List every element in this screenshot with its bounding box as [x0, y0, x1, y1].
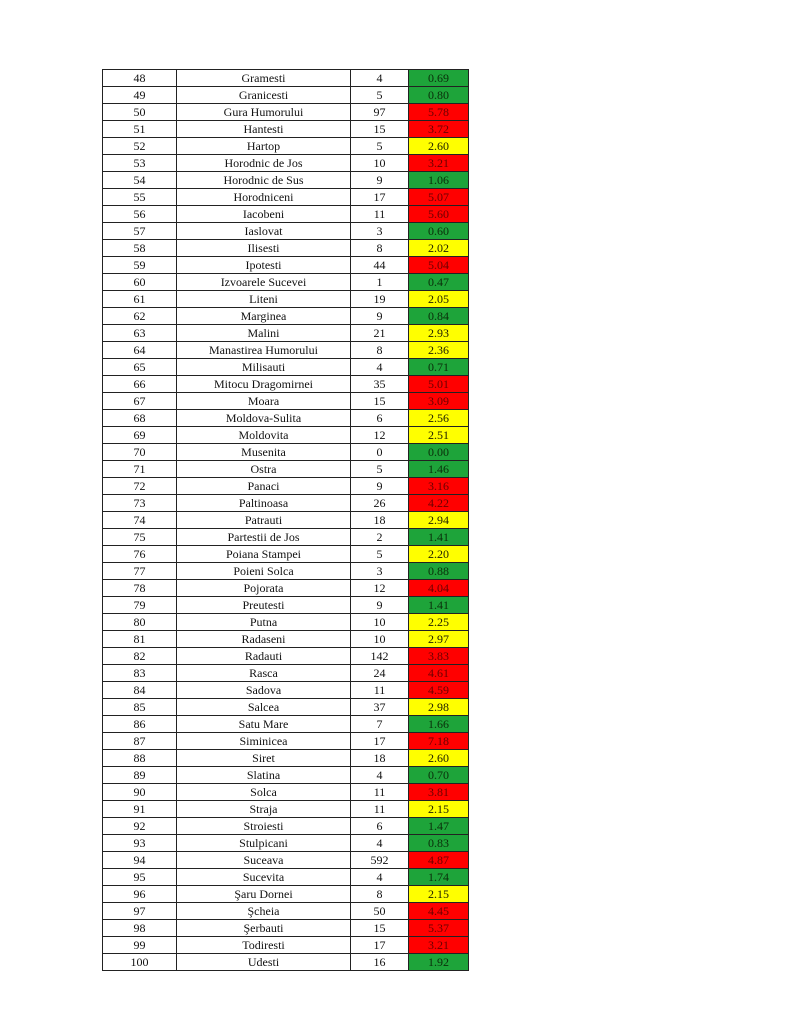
- case-count-cell: 3: [351, 223, 409, 240]
- table-row: [103, 614, 469, 631]
- table-row: [103, 461, 469, 478]
- rate-cell: 2.60: [409, 750, 469, 767]
- row-number-cell: 59: [103, 257, 177, 274]
- case-count-cell: 12: [351, 427, 409, 444]
- table-row: [103, 478, 469, 495]
- row-number-cell: 68: [103, 410, 177, 427]
- table-row: [103, 784, 469, 801]
- row-number-cell: 94: [103, 852, 177, 869]
- rate-cell: 3.83: [409, 648, 469, 665]
- table-row: [103, 818, 469, 835]
- case-count-cell: 17: [351, 937, 409, 954]
- row-number-cell: 67: [103, 393, 177, 410]
- row-number-cell: 70: [103, 444, 177, 461]
- table-row: [103, 886, 469, 903]
- locality-name-cell: Moldova-Sulita: [177, 410, 351, 427]
- row-number-cell: 78: [103, 580, 177, 597]
- table-row: [103, 546, 469, 563]
- rate-cell: 1.41: [409, 597, 469, 614]
- locality-name-cell: Şcheia: [177, 903, 351, 920]
- case-count-cell: 9: [351, 172, 409, 189]
- locality-name-cell: Iaslovat: [177, 223, 351, 240]
- row-number-cell: 75: [103, 529, 177, 546]
- row-number-cell: 63: [103, 325, 177, 342]
- table-row: [103, 342, 469, 359]
- table-row: [103, 937, 469, 954]
- row-number-cell: 89: [103, 767, 177, 784]
- locality-name-cell: Udesti: [177, 954, 351, 971]
- table-row: [103, 444, 469, 461]
- locality-name-cell: Hantesti: [177, 121, 351, 138]
- locality-name-cell: Partestii de Jos: [177, 529, 351, 546]
- case-count-cell: 16: [351, 954, 409, 971]
- rate-cell: 4.61: [409, 665, 469, 682]
- case-count-cell: 21: [351, 325, 409, 342]
- case-count-cell: 8: [351, 342, 409, 359]
- rate-cell: 2.60: [409, 138, 469, 155]
- rate-cell: 2.94: [409, 512, 469, 529]
- row-number-cell: 92: [103, 818, 177, 835]
- case-count-cell: 3: [351, 563, 409, 580]
- locality-name-cell: Manastirea Humorului: [177, 342, 351, 359]
- row-number-cell: 98: [103, 920, 177, 937]
- table-row: [103, 512, 469, 529]
- case-count-cell: 0: [351, 444, 409, 461]
- table-row: [103, 920, 469, 937]
- row-number-cell: 53: [103, 155, 177, 172]
- locality-name-cell: Stroiesti: [177, 818, 351, 835]
- table-row: [103, 274, 469, 291]
- rate-cell: 3.21: [409, 155, 469, 172]
- case-count-cell: 4: [351, 835, 409, 852]
- table-row: [103, 869, 469, 886]
- row-number-cell: 88: [103, 750, 177, 767]
- table-row: [103, 631, 469, 648]
- case-count-cell: 4: [351, 869, 409, 886]
- case-count-cell: 4: [351, 359, 409, 376]
- table-body: [103, 70, 469, 971]
- locality-name-cell: Stulpicani: [177, 835, 351, 852]
- row-number-cell: 80: [103, 614, 177, 631]
- row-number-cell: 91: [103, 801, 177, 818]
- row-number-cell: 50: [103, 104, 177, 121]
- row-number-cell: 51: [103, 121, 177, 138]
- locality-name-cell: Preutesti: [177, 597, 351, 614]
- table-row: [103, 699, 469, 716]
- locality-name-cell: Horodnic de Sus: [177, 172, 351, 189]
- case-count-cell: 1: [351, 274, 409, 291]
- rate-cell: 5.78: [409, 104, 469, 121]
- case-count-cell: 97: [351, 104, 409, 121]
- locality-name-cell: Siminicea: [177, 733, 351, 750]
- row-number-cell: 83: [103, 665, 177, 682]
- row-number-cell: 66: [103, 376, 177, 393]
- table-row: [103, 257, 469, 274]
- locality-name-cell: Straja: [177, 801, 351, 818]
- case-count-cell: 6: [351, 818, 409, 835]
- locality-name-cell: Poiana Stampei: [177, 546, 351, 563]
- rate-cell: 4.45: [409, 903, 469, 920]
- row-number-cell: 79: [103, 597, 177, 614]
- locality-name-cell: Liteni: [177, 291, 351, 308]
- rate-cell: 5.04: [409, 257, 469, 274]
- case-count-cell: 18: [351, 512, 409, 529]
- rate-cell: 4.22: [409, 495, 469, 512]
- rate-cell: 4.59: [409, 682, 469, 699]
- row-number-cell: 76: [103, 546, 177, 563]
- case-count-cell: 10: [351, 631, 409, 648]
- rate-cell: 5.01: [409, 376, 469, 393]
- row-number-cell: 69: [103, 427, 177, 444]
- table-row: [103, 87, 469, 104]
- case-count-cell: 11: [351, 206, 409, 223]
- case-count-cell: 24: [351, 665, 409, 682]
- locality-name-cell: Sucevita: [177, 869, 351, 886]
- case-count-cell: 10: [351, 614, 409, 631]
- locality-name-cell: Mitocu Dragomirnei: [177, 376, 351, 393]
- table-row: [103, 308, 469, 325]
- locality-name-cell: Iacobeni: [177, 206, 351, 223]
- rate-cell: 2.25: [409, 614, 469, 631]
- localities-table: [102, 69, 469, 971]
- table-row: [103, 70, 469, 87]
- locality-name-cell: Ilisesti: [177, 240, 351, 257]
- rate-cell: 5.60: [409, 206, 469, 223]
- rate-cell: 1.74: [409, 869, 469, 886]
- table-row: [103, 529, 469, 546]
- rate-cell: 2.97: [409, 631, 469, 648]
- case-count-cell: 17: [351, 733, 409, 750]
- table-row: [103, 580, 469, 597]
- rate-cell: 4.04: [409, 580, 469, 597]
- row-number-cell: 65: [103, 359, 177, 376]
- table-row: [103, 172, 469, 189]
- locality-name-cell: Radaseni: [177, 631, 351, 648]
- rate-cell: 4.87: [409, 852, 469, 869]
- locality-name-cell: Şerbauti: [177, 920, 351, 937]
- locality-name-cell: Paltinoasa: [177, 495, 351, 512]
- case-count-cell: 8: [351, 886, 409, 903]
- rate-cell: 2.20: [409, 546, 469, 563]
- table-row: [103, 206, 469, 223]
- rate-cell: 0.83: [409, 835, 469, 852]
- table-row: [103, 716, 469, 733]
- row-number-cell: 55: [103, 189, 177, 206]
- table-row: [103, 223, 469, 240]
- rate-cell: 2.93: [409, 325, 469, 342]
- rate-cell: 3.16: [409, 478, 469, 495]
- case-count-cell: 4: [351, 767, 409, 784]
- locality-name-cell: Rasca: [177, 665, 351, 682]
- rate-cell: 3.72: [409, 121, 469, 138]
- locality-name-cell: Granicesti: [177, 87, 351, 104]
- case-count-cell: 592: [351, 852, 409, 869]
- table-row: [103, 155, 469, 172]
- row-number-cell: 96: [103, 886, 177, 903]
- table-row: [103, 376, 469, 393]
- rate-cell: 2.02: [409, 240, 469, 257]
- case-count-cell: 15: [351, 121, 409, 138]
- rate-cell: 0.71: [409, 359, 469, 376]
- rate-cell: 3.21: [409, 937, 469, 954]
- locality-name-cell: Gura Humorului: [177, 104, 351, 121]
- row-number-cell: 93: [103, 835, 177, 852]
- case-count-cell: 11: [351, 801, 409, 818]
- case-count-cell: 5: [351, 87, 409, 104]
- table-row: [103, 835, 469, 852]
- locality-name-cell: Milisauti: [177, 359, 351, 376]
- table-row: [103, 750, 469, 767]
- case-count-cell: 26: [351, 495, 409, 512]
- case-count-cell: 12: [351, 580, 409, 597]
- table-row: [103, 852, 469, 869]
- row-number-cell: 62: [103, 308, 177, 325]
- row-number-cell: 56: [103, 206, 177, 223]
- rate-cell: 7.18: [409, 733, 469, 750]
- locality-name-cell: Horodnic de Jos: [177, 155, 351, 172]
- case-count-cell: 9: [351, 478, 409, 495]
- row-number-cell: 95: [103, 869, 177, 886]
- table-row: [103, 648, 469, 665]
- rate-cell: 0.47: [409, 274, 469, 291]
- rate-cell: 0.80: [409, 87, 469, 104]
- locality-name-cell: Suceava: [177, 852, 351, 869]
- row-number-cell: 61: [103, 291, 177, 308]
- table-row: [103, 733, 469, 750]
- case-count-cell: 50: [351, 903, 409, 920]
- rate-cell: 0.70: [409, 767, 469, 784]
- rate-cell: 2.15: [409, 886, 469, 903]
- row-number-cell: 73: [103, 495, 177, 512]
- locality-name-cell: Horodniceni: [177, 189, 351, 206]
- table-row: [103, 563, 469, 580]
- rate-cell: 1.66: [409, 716, 469, 733]
- table-row: [103, 903, 469, 920]
- table-row: [103, 665, 469, 682]
- row-number-cell: 90: [103, 784, 177, 801]
- row-number-cell: 84: [103, 682, 177, 699]
- row-number-cell: 52: [103, 138, 177, 155]
- rate-cell: 2.36: [409, 342, 469, 359]
- case-count-cell: 2: [351, 529, 409, 546]
- case-count-cell: 19: [351, 291, 409, 308]
- row-number-cell: 74: [103, 512, 177, 529]
- locality-name-cell: Şaru Dornei: [177, 886, 351, 903]
- rate-cell: 0.84: [409, 308, 469, 325]
- row-number-cell: 82: [103, 648, 177, 665]
- locality-name-cell: Slatina: [177, 767, 351, 784]
- table-row: [103, 597, 469, 614]
- table-row: [103, 138, 469, 155]
- locality-name-cell: Salcea: [177, 699, 351, 716]
- case-count-cell: 9: [351, 308, 409, 325]
- case-count-cell: 11: [351, 682, 409, 699]
- case-count-cell: 15: [351, 920, 409, 937]
- table-row: [103, 682, 469, 699]
- case-count-cell: 7: [351, 716, 409, 733]
- case-count-cell: 5: [351, 138, 409, 155]
- table-row: [103, 121, 469, 138]
- rate-cell: 0.69: [409, 70, 469, 87]
- rate-cell: 5.37: [409, 920, 469, 937]
- row-number-cell: 48: [103, 70, 177, 87]
- row-number-cell: 86: [103, 716, 177, 733]
- table-row: [103, 393, 469, 410]
- locality-name-cell: Satu Mare: [177, 716, 351, 733]
- locality-name-cell: Panaci: [177, 478, 351, 495]
- table-row: [103, 291, 469, 308]
- row-number-cell: 99: [103, 937, 177, 954]
- table-row: [103, 427, 469, 444]
- case-count-cell: 18: [351, 750, 409, 767]
- rate-cell: 1.92: [409, 954, 469, 971]
- locality-name-cell: Moldovita: [177, 427, 351, 444]
- locality-name-cell: Todiresti: [177, 937, 351, 954]
- locality-name-cell: Ipotesti: [177, 257, 351, 274]
- row-number-cell: 64: [103, 342, 177, 359]
- locality-name-cell: Marginea: [177, 308, 351, 325]
- row-number-cell: 71: [103, 461, 177, 478]
- locality-name-cell: Moara: [177, 393, 351, 410]
- case-count-cell: 9: [351, 597, 409, 614]
- table-row: [103, 410, 469, 427]
- rate-cell: 2.05: [409, 291, 469, 308]
- table-row: [103, 767, 469, 784]
- case-count-cell: 11: [351, 784, 409, 801]
- case-count-cell: 10: [351, 155, 409, 172]
- row-number-cell: 100: [103, 954, 177, 971]
- table-row: [103, 104, 469, 121]
- locality-name-cell: Pojorata: [177, 580, 351, 597]
- row-number-cell: 49: [103, 87, 177, 104]
- row-number-cell: 77: [103, 563, 177, 580]
- locality-name-cell: Sadova: [177, 682, 351, 699]
- row-number-cell: 72: [103, 478, 177, 495]
- rate-cell: 2.98: [409, 699, 469, 716]
- rate-cell: 0.88: [409, 563, 469, 580]
- table-row: [103, 325, 469, 342]
- rate-cell: 3.81: [409, 784, 469, 801]
- locality-name-cell: Radauti: [177, 648, 351, 665]
- rate-cell: 1.46: [409, 461, 469, 478]
- locality-name-cell: Izvoarele Sucevei: [177, 274, 351, 291]
- rate-cell: 2.51: [409, 427, 469, 444]
- locality-name-cell: Malini: [177, 325, 351, 342]
- table-row: [103, 495, 469, 512]
- locality-name-cell: Ostra: [177, 461, 351, 478]
- row-number-cell: 87: [103, 733, 177, 750]
- table-row: [103, 359, 469, 376]
- case-count-cell: 6: [351, 410, 409, 427]
- locality-name-cell: Putna: [177, 614, 351, 631]
- table-row: [103, 189, 469, 206]
- row-number-cell: 81: [103, 631, 177, 648]
- rate-cell: 1.47: [409, 818, 469, 835]
- locality-name-cell: Gramesti: [177, 70, 351, 87]
- rate-cell: 3.09: [409, 393, 469, 410]
- case-count-cell: 8: [351, 240, 409, 257]
- case-count-cell: 44: [351, 257, 409, 274]
- rate-cell: 5.07: [409, 189, 469, 206]
- row-number-cell: 57: [103, 223, 177, 240]
- case-count-cell: 17: [351, 189, 409, 206]
- row-number-cell: 58: [103, 240, 177, 257]
- row-number-cell: 54: [103, 172, 177, 189]
- table-row: [103, 954, 469, 971]
- locality-name-cell: Hartop: [177, 138, 351, 155]
- rate-cell: 1.41: [409, 529, 469, 546]
- case-count-cell: 15: [351, 393, 409, 410]
- rate-cell: 0.00: [409, 444, 469, 461]
- case-count-cell: 4: [351, 70, 409, 87]
- case-count-cell: 142: [351, 648, 409, 665]
- case-count-cell: 5: [351, 546, 409, 563]
- case-count-cell: 35: [351, 376, 409, 393]
- row-number-cell: 60: [103, 274, 177, 291]
- locality-name-cell: Musenita: [177, 444, 351, 461]
- case-count-cell: 37: [351, 699, 409, 716]
- row-number-cell: 97: [103, 903, 177, 920]
- table-row: [103, 801, 469, 818]
- locality-name-cell: Patrauti: [177, 512, 351, 529]
- rate-cell: 1.06: [409, 172, 469, 189]
- locality-name-cell: Siret: [177, 750, 351, 767]
- rate-cell: 0.60: [409, 223, 469, 240]
- rate-cell: 2.56: [409, 410, 469, 427]
- row-number-cell: 85: [103, 699, 177, 716]
- locality-name-cell: Poieni Solca: [177, 563, 351, 580]
- case-count-cell: 5: [351, 461, 409, 478]
- table-row: [103, 240, 469, 257]
- locality-name-cell: Solca: [177, 784, 351, 801]
- rate-cell: 2.15: [409, 801, 469, 818]
